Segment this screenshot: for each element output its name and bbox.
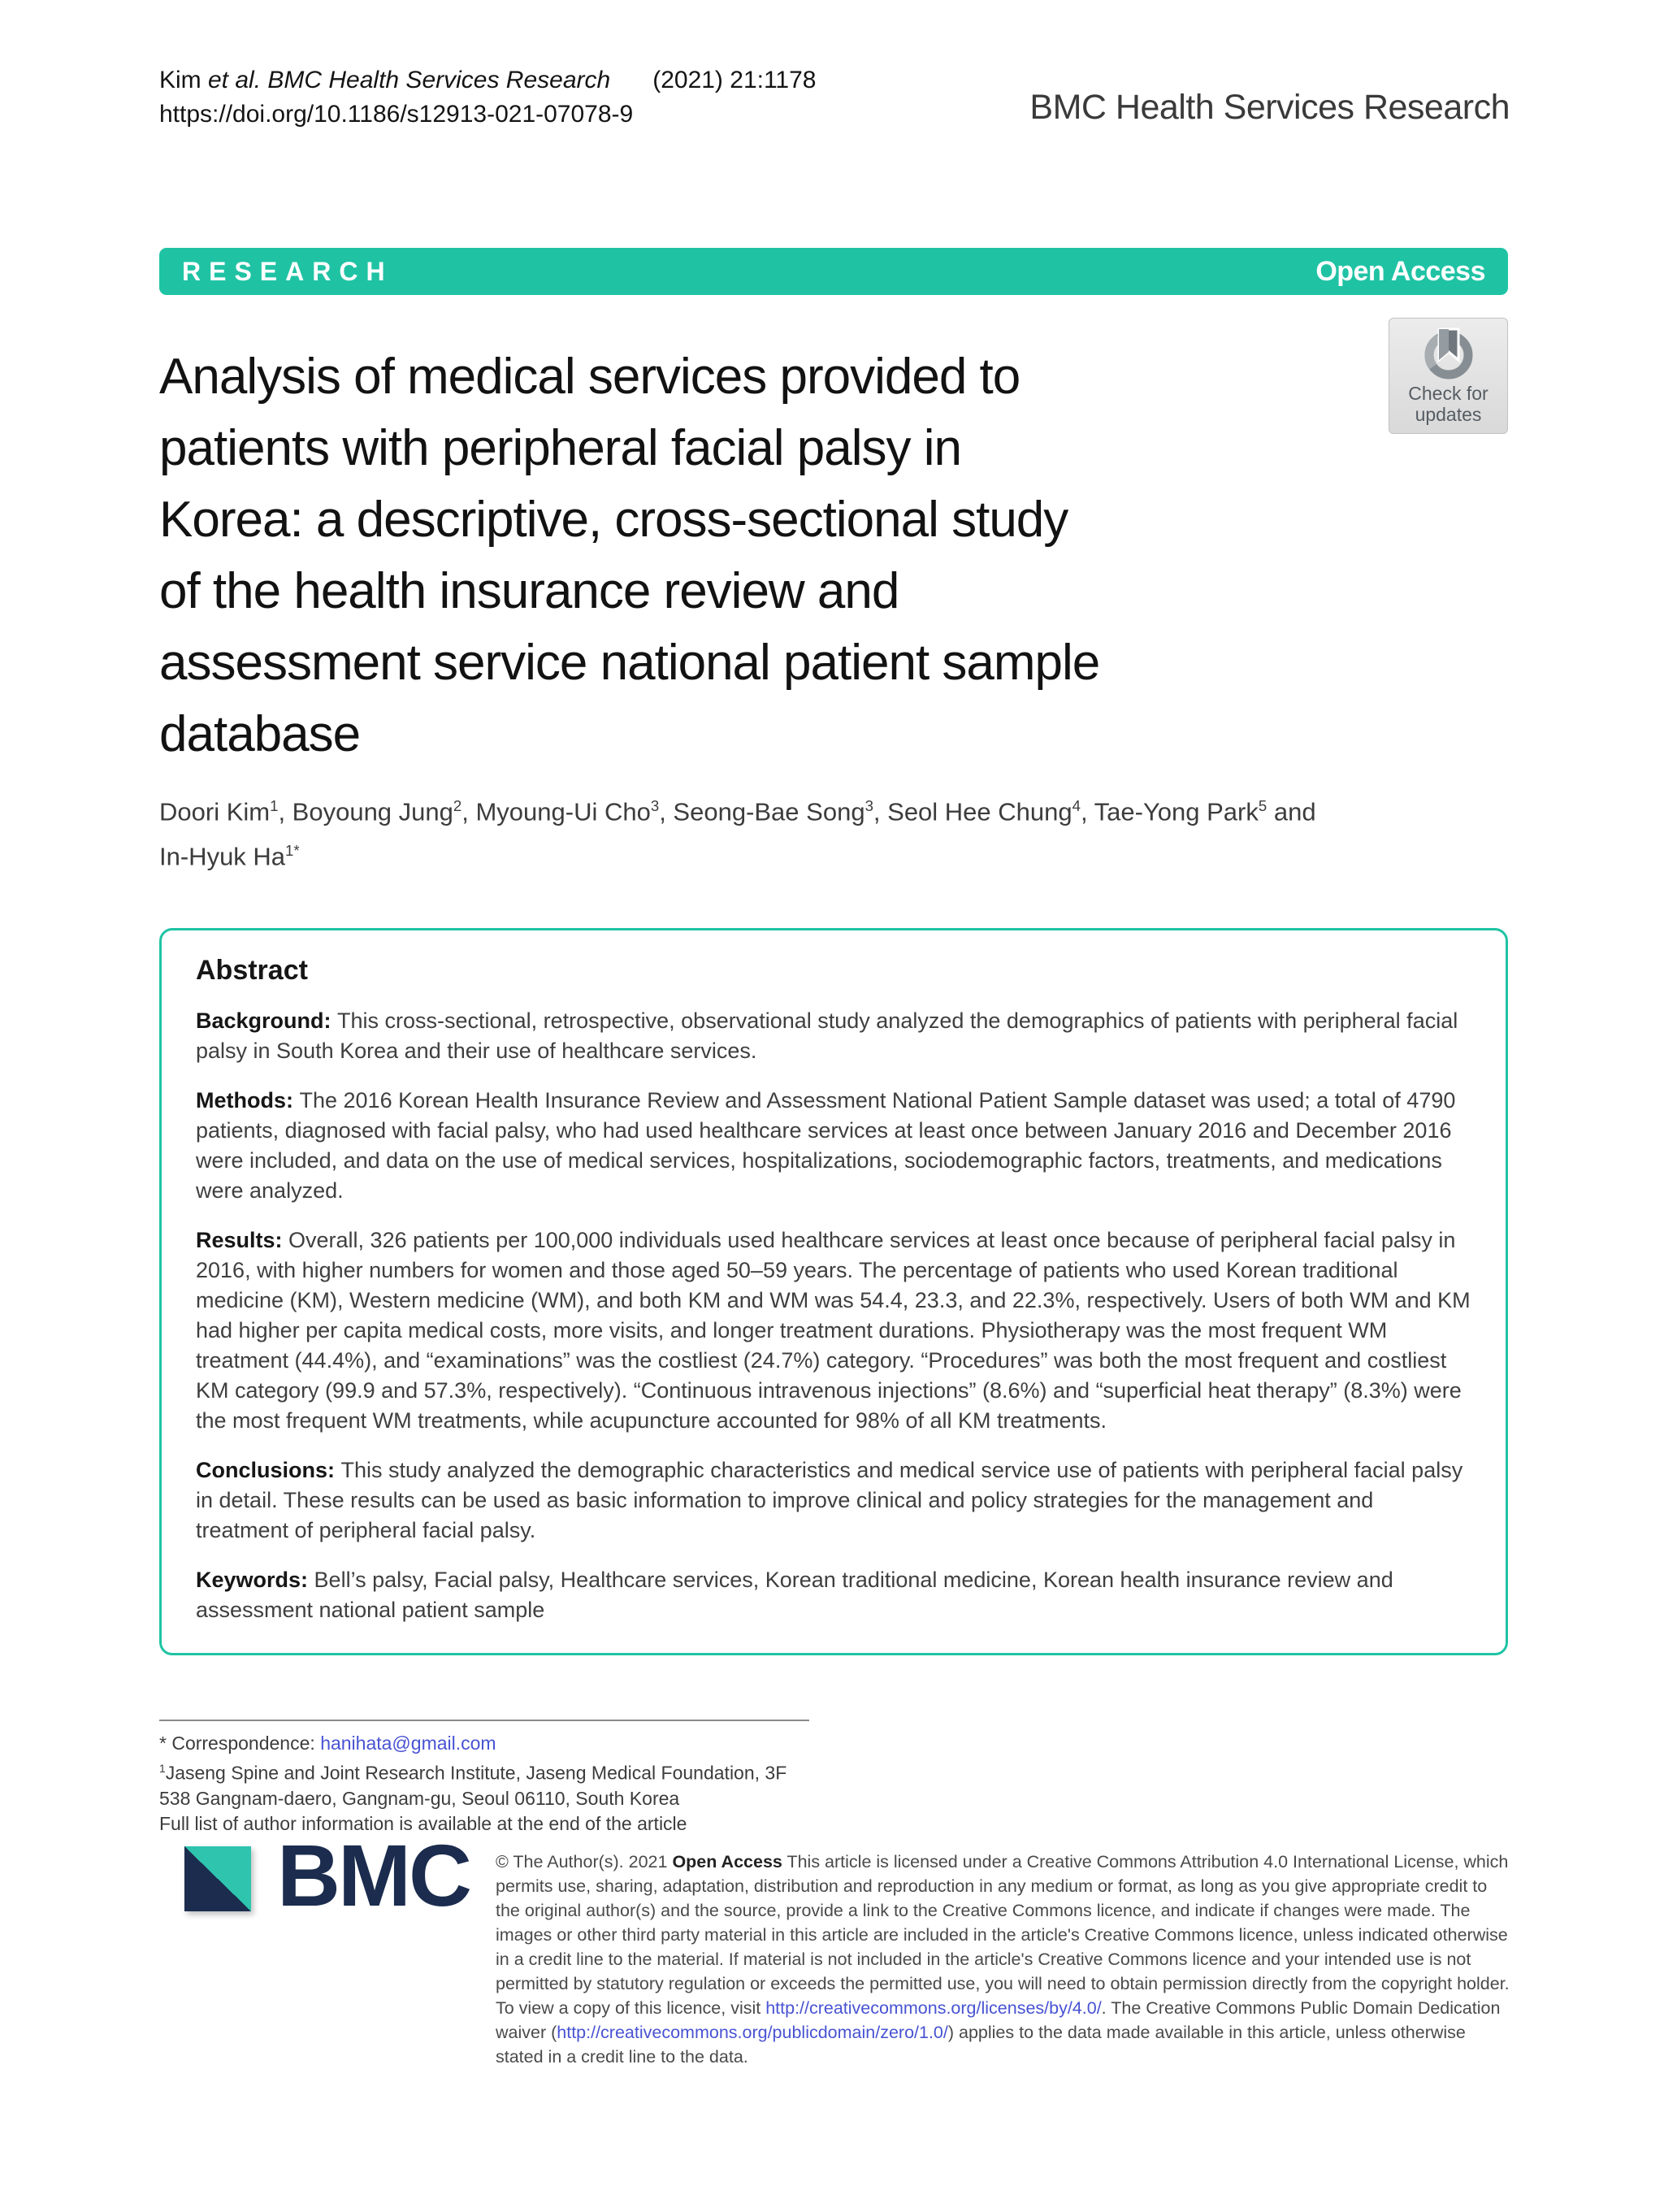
section-label: Keywords: (196, 1568, 314, 1592)
research-label: RESEARCH (182, 256, 393, 286)
header-citation (159, 63, 816, 132)
research-banner (159, 248, 1508, 295)
title-line: assessment service national patient sample (159, 635, 1100, 691)
abstract-section: Methods: The 2016 Korean Health Insurance Review and Assessment National Patient Sample dataset was used; a total of 4790 patients, diagnosed with facial palsy, who had used healthcare services at least once between January 2016 and December 2016 were included, and data on the use of medical services, hospitalizations, sociodemographic factors, treatments, and medications were analyzed. (196, 1088, 1456, 1203)
badge-label: Check for updates (1408, 382, 1488, 425)
abstract-section: Keywords: Bell’s palsy, Facial palsy, Healthcare services, Korean traditional medicine, Korean health insurance review and assessment national patient sample (196, 1568, 1393, 1622)
title-line: Analysis of medical services provided to (159, 349, 1020, 405)
license-segment: This article is licensed under a Creative Commons Attribution 4.0 International License, which permits use, sharing, adaptation, distribution and reproduction in any medium or format, as long as you give appropriate credit to the original author(s) and the source, provide a link to the Creative Commons licence, and indicate if changes were made. The images or other third party material in this article are included in the article's Creative Commons licence, unless indicated otherwise in a credit line to the material. If material is not included in the article's Creative Commons licence and your intended use is not permitted by statutory regulation or exceeds the permitted use, you will need to obtain permission directly from the copyright holder. To view a copy of this licence, visit (496, 1852, 1510, 2018)
license-bold-label: Open Access (672, 1852, 782, 1872)
correspondence-block (159, 1731, 786, 1837)
author-name: Tae-Yong Park (1094, 797, 1259, 826)
abstract-section: Conclusions: This study analyzed the demographic characteristics and medical service use of patients with peripheral facial palsy in detail. These results can be used as basic information to improve clinical and policy strategies for the management and treatment of peripheral facial palsy. (196, 1458, 1463, 1542)
author-name: Seol Hee Chung (887, 797, 1072, 826)
abstract-heading: Abstract (196, 955, 308, 986)
author-name: Seong-Bae Song (673, 797, 865, 826)
license-link[interactable]: http://creativecommons.org/publicdomain/zero/1.0/ (557, 2023, 948, 2042)
title-line: database (159, 706, 361, 762)
doi-text: https://doi.org/10.1186/s12913-021-07078-9 (159, 101, 634, 128)
abstract-section: Background: This cross-sectional, retrospective, observational study analyzed the demographics of patients with peripheral facial palsy in South Korea and their use of healthcare services. (196, 1008, 1458, 1063)
license-link[interactable]: http://creativecommons.org/licenses/by/4.0/ (765, 1998, 1102, 2018)
title-line: patients with peripheral facial palsy in (159, 420, 961, 476)
license-segment: . The Creative Commons Public Domain Dedication waiver ( (496, 1998, 1501, 2042)
check-for-updates-badge[interactable] (1389, 318, 1508, 434)
author-name: In-Hyuk Ha (159, 842, 286, 871)
journal-name: BMC Health Services Research (1029, 88, 1510, 127)
bmc-logo-square-icon (184, 1846, 251, 1911)
section-label: Results: (196, 1228, 289, 1252)
title-line: Korea: a descriptive, cross-sectional study (159, 492, 1068, 548)
bmc-logo (184, 1826, 470, 1924)
correspondence-email-link[interactable]: hanihata@gmail.com (320, 1733, 496, 1754)
bmc-logo-text: BMC (277, 1826, 470, 1924)
section-label: Background: (196, 1008, 338, 1033)
author-name: Doori Kim (159, 797, 271, 826)
author-name: Boyoung Jung (292, 797, 453, 826)
section-label: Methods: (196, 1088, 300, 1113)
abstract-box (159, 928, 1508, 1655)
license-segment: © The Author(s). 2021 (496, 1852, 673, 1872)
article-title (159, 341, 1329, 770)
license-text (496, 1850, 1510, 2069)
section-label: Conclusions: (196, 1458, 341, 1482)
affiliation-line: 538 Gangnam-daero, Gangnam-gu, Seoul 06110, South Korea (159, 1787, 680, 1809)
affiliation-line: $^1$Jaseng Spine and Joint Research Institute, Jaseng Medical Foundation, 3F (159, 1762, 787, 1784)
open-access-label: Open Access (1315, 255, 1485, 287)
citation-line: Kim et al. BMC Health Services Research (2021) 21:1178 (159, 67, 817, 93)
correspondence-line: * Correspondence: hanihata@gmail.com (159, 1733, 496, 1754)
author-name: Myoung-Ui Cho (475, 797, 651, 826)
abstract-sections (196, 1006, 1471, 1625)
crossmark-icon (1419, 327, 1478, 383)
abstract-section: Results: Overall, 326 patients per 100,000 individuals used healthcare services at least once because of peripheral facial palsy in 2016, with higher numbers for women and those aged 50–59 years. The percentage of patients who used Korean traditional medicine (KM), Western medicine (WM), and both KM and WM was 54.4, 23.3, and 22.3%, respectively. Users of both WM and KM had higher per capita medical costs, more visits, and longer treatment durations. Physiotherapy was the most frequent WM treatment (44.4%), and “examinations” was the costliest (24.7%) category. “Procedures” was both the most frequent and costliest KM category (99.9 and 57.3%, respectively). “Continuous intravenous injections” (8.6%) and “superficial heat therapy” (8.3%) were the most frequent WM treatments, while acupuncture accounted for 98% of all KM treatments. (196, 1228, 1471, 1433)
title-line: of the health insurance review and (159, 563, 899, 619)
footnote-divider (159, 1720, 809, 1721)
author-info-note: Full list of author information is available at the end of the article (159, 1812, 687, 1834)
authors-line: Doori Kim$^1$, Boyoung Jung$^2$, Myoung-Ui Cho$^3$, Seong-Bae Song$^3$, Seol Hee Chung$^4$, Tae-Yong Park$^5$ and In-Hyuk $Ha^{1*}$ (159, 797, 1316, 871)
license-segment: ) applies to the data made available in this article, unless otherwise stated in a credit line to the data. (496, 2023, 1466, 2067)
